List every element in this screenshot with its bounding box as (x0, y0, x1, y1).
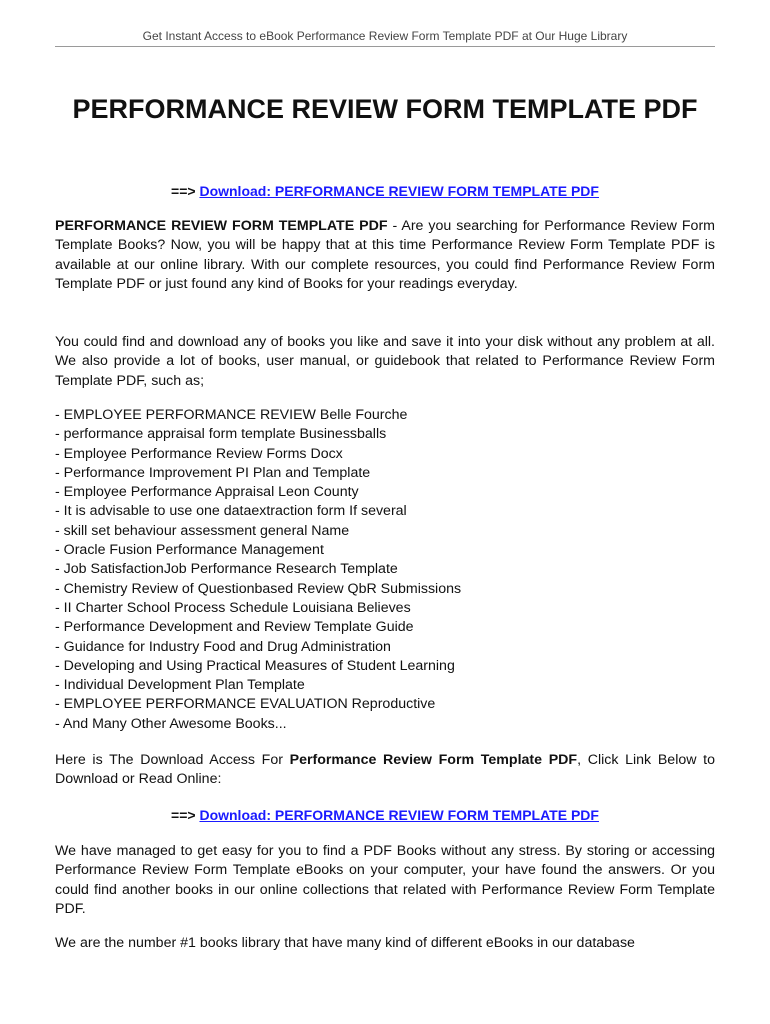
list-item: - performance appraisal form template Businessballs (55, 426, 387, 443)
access-bold: Performance Review Form Template PDF (289, 752, 578, 768)
list-item: - skill set behaviour assessment general Name (55, 522, 350, 539)
download-arrow: ==> (171, 183, 196, 199)
related-books-list (55, 406, 715, 734)
list-item: - Oracle Fusion Performance Management (55, 542, 324, 559)
list-item: - EMPLOYEE PERFORMANCE REVIEW Belle Fourche (55, 407, 408, 423)
list-item: - Guidance for Industry Food and Drug Administration (55, 638, 391, 655)
page-header: Get Instant Access to eBook Performance Review Form Template PDF at Our Huge Library (142, 29, 628, 43)
list-item: - And Many Other Awesome Books... (55, 715, 287, 732)
download-line-top (55, 182, 715, 200)
download-link-top[interactable]: Download: PERFORMANCE REVIEW FORM TEMPLATE PDF (199, 183, 599, 199)
list-item: - Performance Development and Review Template Guide (55, 619, 414, 636)
list-item: - Employee Performance Appraisal Leon County (55, 484, 359, 501)
list-item: - EMPLOYEE PERFORMANCE EVALUATION Reproductive (55, 696, 436, 713)
intro-paragraph (55, 217, 715, 294)
list-item: - Job SatisfactionJob Performance Research Template (55, 561, 398, 578)
list-item: - II Charter School Process Schedule Louisiana Believes (55, 599, 411, 616)
access-paragraph (55, 751, 715, 790)
download-line-bottom (55, 806, 715, 824)
library-paragraph: We are the number #1 books library that have many kind of different eBooks in our database (55, 935, 635, 951)
list-item: - Individual Development Plan Template (55, 677, 305, 694)
managed-paragraph: We have managed to get easy for you to find a PDF Books without any stress. By storing or accessing Performance Review Form Template eBooks on your computer, your have found the answers. Or you could find another books in our online collections that related with Performance Review Form Template PDF. (55, 843, 715, 917)
list-item: - It is advisable to use one dataextraction form If several (55, 503, 407, 520)
list-item: - Developing and Using Practical Measures of Student Learning (55, 657, 455, 674)
intro-text: - Are you searching for Performance Review Form Template Books? Now, you will be happy that at this time Performance Review Form Template PDF is available at our online library. With our complete resources, you could find Performance Review Form Template PDF or just found any kind of Books for your readings everyday. (55, 218, 715, 292)
download-link-bottom[interactable]: Download: PERFORMANCE REVIEW FORM TEMPLATE PDF (199, 807, 599, 823)
books-paragraph: You could find and download any of books you like and save it into your disk without any problem at all. We also provide a lot of books, user manual, or guidebook that related to Performance Review Form Template PDF, such as; (55, 334, 715, 389)
intro-bold-title: PERFORMANCE REVIEW FORM TEMPLATE PDF (55, 218, 388, 234)
header-divider (55, 46, 715, 47)
list-item: - Employee Performance Review Forms Docx (55, 445, 343, 462)
document-title: PERFORMANCE REVIEW FORM TEMPLATE PDF (72, 94, 698, 124)
access-post: , Click Link Below to Download or Read Online: (55, 752, 715, 788)
access-pre: Here is The Download Access For (55, 752, 290, 768)
download-arrow: ==> (171, 807, 196, 823)
list-item: - Performance Improvement PI Plan and Template (55, 464, 371, 481)
list-item: - Chemistry Review of Questionbased Review QbR Submissions (55, 580, 462, 597)
